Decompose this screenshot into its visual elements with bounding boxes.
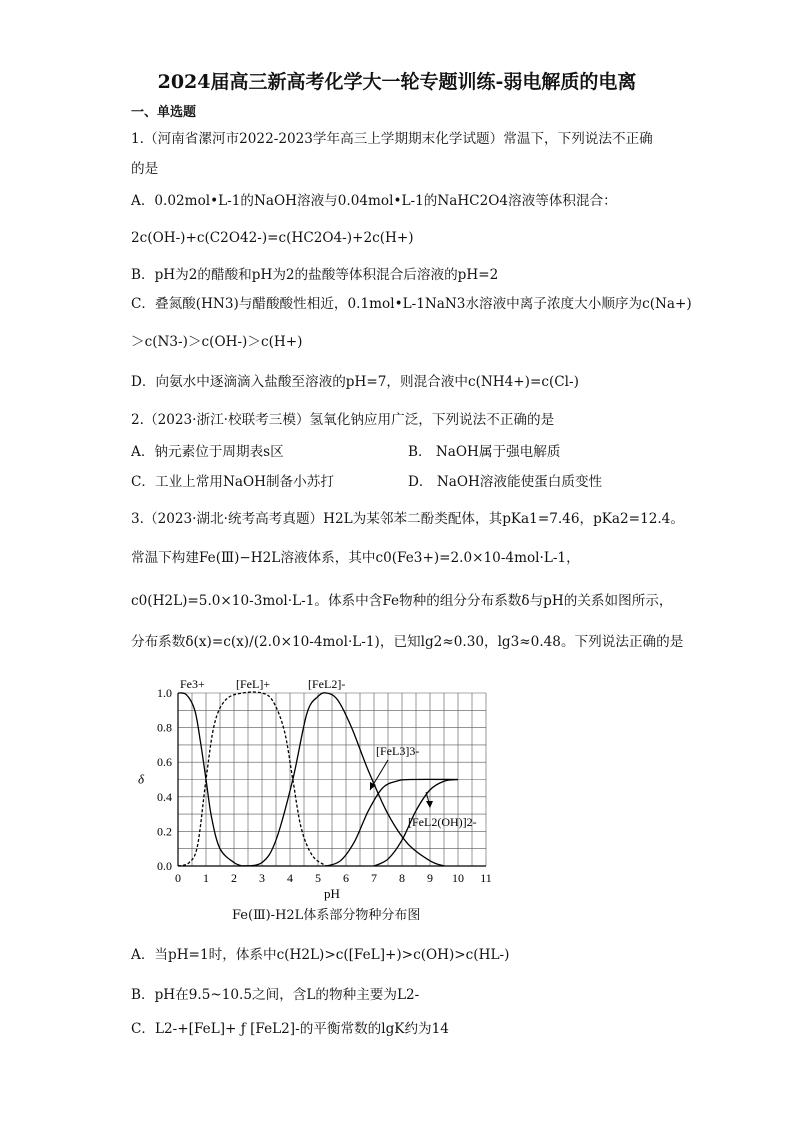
- y-tick-label: 0.0: [157, 859, 172, 873]
- arrowhead-fel2oh: [426, 801, 433, 808]
- q2-option-b: B． NaOH属于强电解质: [408, 444, 561, 460]
- x-tick-label: 1: [203, 871, 209, 885]
- q1-option-b: B．pH为2的醋酸和pH为2的盐酸等体积混合后溶液的pH=2: [131, 267, 499, 283]
- chart-ticks: [138, 686, 492, 901]
- chart-caption: Fe(Ⅲ)-H2L体系部分物种分布图: [232, 908, 421, 923]
- y-tick-label: 0.4: [157, 789, 172, 804]
- q2-option-d: D． NaOH溶液能使蛋白质变性: [408, 474, 603, 490]
- q2-stem: 2.（2023·浙江·校联考三模）氢氧化钠应用广泛，下列说法不正确的是: [131, 412, 555, 428]
- q3-option-b: B．pH在9.5~10.5之间，含L的物种主要为L2-: [131, 987, 420, 1003]
- label-fel2: [FeL2]-: [308, 677, 346, 691]
- x-tick-label: 9: [427, 871, 433, 885]
- q1-stem-line1: 1.（河南省漯河市2022-2023学年高三上学期期末化学试题）常温下，下列说法不正确: [131, 131, 653, 147]
- distribution-chart: [130, 666, 500, 906]
- page-title: 2024届高三新高考化学大一轮专题训练-弱电解质的电离: [157, 71, 637, 93]
- x-tick-label: 10: [452, 871, 464, 885]
- y-tick-label: 1.0: [157, 686, 172, 700]
- x-tick-label: 2: [231, 871, 237, 885]
- x-tick-label: 8: [399, 871, 405, 885]
- q3-stem-line2: 常温下构建Fe(Ⅲ)−H2L溶液体系，其中c0(Fe3+)=2.0×10-4mol·L-1，: [131, 550, 580, 566]
- x-tick-label: 7: [371, 871, 377, 885]
- q3-option-c: C．L2-+[FeL]+ ƒ [FeL2]-的平衡常数的lgK约为14: [131, 1021, 449, 1037]
- x-tick-label: 0: [175, 871, 181, 885]
- label-fe3: Fe3+: [180, 677, 205, 691]
- x-axis-label: pH: [324, 886, 340, 901]
- q3-stem-line4: 分布系数δ(x)=c(x)/(2.0×10-4mol·L-1)，已知lg2≈0.30，lg3≈0.48。下列说法正确的是: [131, 634, 684, 650]
- q3-stem-line3: c0(H2L)=5.0×10-3mol·L-1。体系中含Fe物种的组分分布系数δ与pH的关系如图所示，: [131, 593, 673, 609]
- y-tick-label: 0.8: [157, 720, 172, 735]
- q3-option-a: A．当pH=1时，体系中c(H2L)>c([FeL]+)>c(OH)>c(HL-): [131, 947, 510, 963]
- y-axis-label: δ: [138, 771, 145, 787]
- y-tick-label: 0.2: [157, 824, 172, 839]
- chart-labels: [180, 677, 477, 829]
- x-tick-label: 3: [259, 871, 265, 885]
- y-tick-label: 0.6: [157, 755, 172, 770]
- label-fel: [FeL]+: [236, 677, 271, 691]
- label-fel2oh: [FeL2(OH)]2-: [408, 815, 477, 829]
- q1-stem-line2: 的是: [131, 161, 159, 177]
- q2-option-c: C．工业上常用NaOH制备小苏打: [131, 474, 334, 490]
- q1-option-d: D．向氨水中逐滴滴入盐酸至溶液的pH=7，则混合液中c(NH4+)=c(Cl-): [131, 374, 579, 390]
- label-fel3: [FeL3]3-: [376, 744, 420, 758]
- section-heading: 一、单选题: [131, 105, 197, 120]
- x-tick-label: 11: [480, 871, 492, 885]
- q1-option-c-line2: ＞c(N3-)＞c(OH-)＞c(H+): [131, 334, 303, 350]
- x-tick-label: 6: [343, 871, 349, 885]
- q1-option-a-line2: 2c(OH-)+c(C2O42-)=c(HC2O4-)+2c(H+): [131, 230, 414, 246]
- q1-option-c-line1: C．叠氮酸(HN3)与醋酸酸性相近，0.1mol•L-1NaN3水溶液中离子浓度大小顺序为c(Na+): [131, 296, 692, 312]
- x-tick-label: 4: [287, 871, 293, 885]
- x-tick-label: 5: [315, 871, 321, 885]
- q3-stem-line1: 3.（2023·湖北·统考高考真题）H2L为某邻苯二酚类配体，其pKa1=7.46，pKa2=12.4。: [131, 511, 684, 527]
- q2-option-a: A．钠元素位于周期表s区: [131, 444, 284, 460]
- q1-option-a-line1: A．0.02mol•L-1的NaOH溶液与0.04mol•L-1的NaHC2O4溶液等体积混合：: [131, 193, 617, 209]
